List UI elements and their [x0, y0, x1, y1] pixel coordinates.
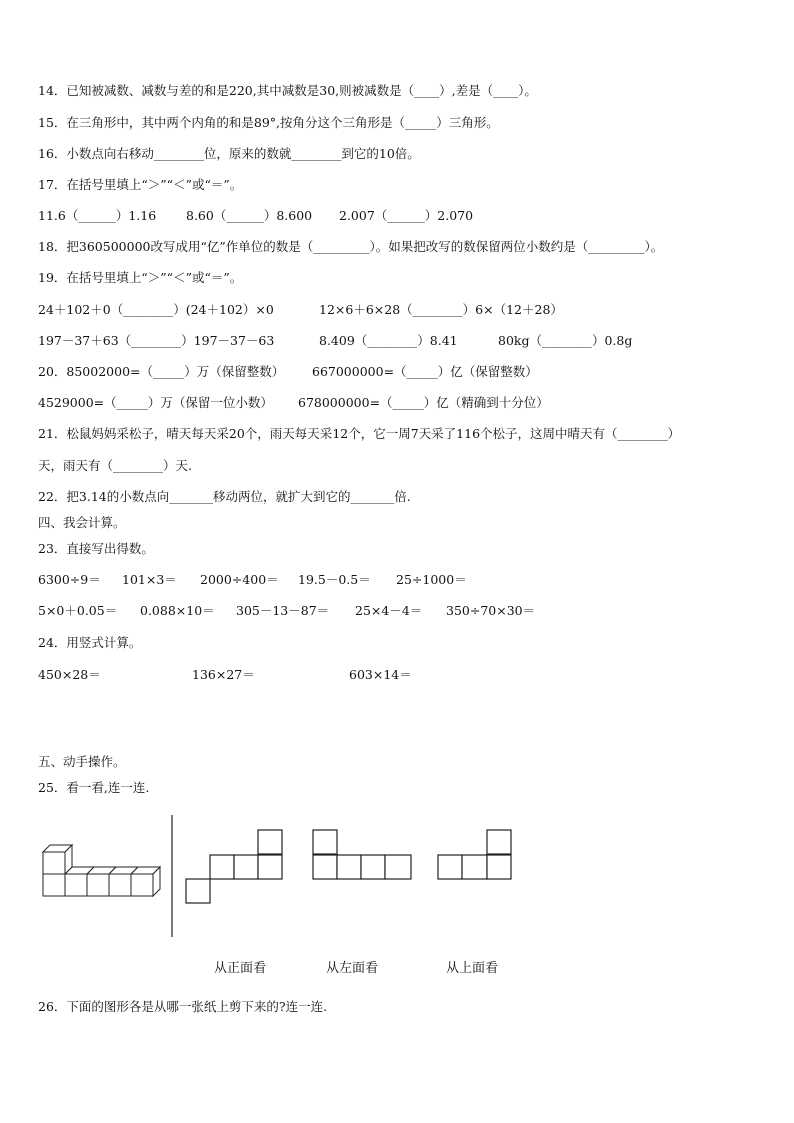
question-25-title: 25．看一看,连一连. [38, 780, 150, 795]
question-22: 22．把3.14的小数点向_______移动两位，就扩大到它的_______倍. [38, 489, 411, 504]
view-square [487, 830, 511, 854]
question-19-title: 19．在括号里填上“＞”“＜”或“＝”。 [38, 270, 243, 285]
question-17-item: 8.60（______）8.600 [186, 208, 313, 223]
view-label-top: 从上面看 [446, 961, 499, 976]
view-square [234, 855, 258, 879]
question-23-item: 2000÷400＝ [200, 572, 279, 587]
question-19-item: 24＋102＋0（________）(24＋102）×0 [38, 302, 274, 317]
view-shape-a [182, 829, 284, 907]
view-square [258, 830, 282, 854]
question-20-item: 4529000=（_____）万（保留一位小数） [38, 395, 273, 410]
question-19-item: 8.409（________）8.41 [319, 333, 458, 348]
cube-face [131, 874, 153, 896]
question-23-title: 23．直接写出得数。 [38, 541, 154, 556]
view-shape-c [435, 829, 515, 883]
question-26: 26．下面的图形各是从哪一张纸上剪下来的?连一连. [38, 999, 328, 1014]
view-square [313, 855, 337, 879]
cube-face [43, 874, 65, 896]
view-square [258, 855, 282, 879]
cube-face [109, 874, 131, 896]
view-square [361, 855, 385, 879]
question-23-item: 0.088×10＝ [140, 603, 215, 618]
cube-face [87, 874, 109, 896]
view-shape-b [311, 829, 415, 883]
divider-line [170, 815, 174, 939]
question-17-title: 17．在括号里填上“＞”“＜”或“＝”。 [38, 177, 243, 192]
question-23-item: 350÷70×30＝ [446, 603, 536, 618]
question-19-item: 12×6＋6×28（________）6×（12＋28） [319, 302, 563, 317]
question-16: 16．小数点向右移动________位，原来的数就________到它的10倍。 [38, 146, 420, 161]
question-17-item: 11.6（______）1.16 [38, 208, 157, 223]
view-label-left: 从左面看 [326, 961, 379, 976]
question-23-item: 305－13－87＝ [236, 603, 330, 618]
view-label-front: 从正面看 [214, 961, 267, 976]
question-23-item: 25÷1000＝ [396, 572, 467, 587]
cube-solid-figure [40, 846, 170, 916]
view-square [210, 855, 234, 879]
question-21-line2: 天，雨天有（________）天. [38, 458, 192, 473]
question-19-item: 80kg（________）0.8g [498, 333, 633, 348]
question-15: 15．在三角形中，其中两个内角的和是89°,按角分这个三角形是（_____）三角形。 [38, 115, 499, 130]
question-23-item: 19.5－0.5＝ [298, 572, 371, 587]
question-23-item: 5×0＋0.05＝ [38, 603, 118, 618]
question-24-item: 450×28＝ [38, 667, 101, 682]
question-24-title: 24．用竖式计算。 [38, 635, 142, 650]
view-square [487, 855, 511, 879]
cube-face [43, 852, 65, 874]
section-5-heading: 五、动手操作。 [38, 754, 126, 769]
question-23-item: 101×3＝ [122, 572, 177, 587]
view-square [337, 855, 361, 879]
section-4-heading: 四、我会计算。 [38, 515, 126, 530]
question-23-item: 6300÷9＝ [38, 572, 101, 587]
view-square [438, 855, 462, 879]
question-20-item: 678000000=（_____）亿（精确到十分位） [298, 395, 549, 410]
question-24-item: 603×14＝ [349, 667, 412, 682]
question-21-line1: 21．松鼠妈妈采松子，晴天每天采20个，雨天每天采12个，它一周7天采了116个松子，这周中晴天有（________） [38, 426, 681, 441]
view-square [186, 879, 210, 903]
question-20-item: 667000000=（_____）亿（保留整数） [312, 364, 538, 379]
cube-face [65, 874, 87, 896]
question-18: 18．把360500000改写成用“亿”作单位的数是（_________）。如果把改写的数保留两位小数约是（_________）。 [38, 239, 664, 254]
question-23-item: 25×4－4＝ [355, 603, 423, 618]
question-14: 14．已知被减数、减数与差的和是220,其中减数是30,则被减数是（____）,差是（____）。 [38, 83, 537, 98]
view-square [385, 855, 411, 879]
question-20-item: 20．85002000=（_____）万（保留整数） [38, 364, 285, 379]
view-square [313, 830, 337, 854]
view-square [462, 855, 487, 879]
question-17-item: 2.007（______）2.070 [339, 208, 474, 223]
question-19-item: 197－37＋63（________）197－37－63 [38, 333, 275, 348]
question-24-item: 136×27＝ [192, 667, 255, 682]
